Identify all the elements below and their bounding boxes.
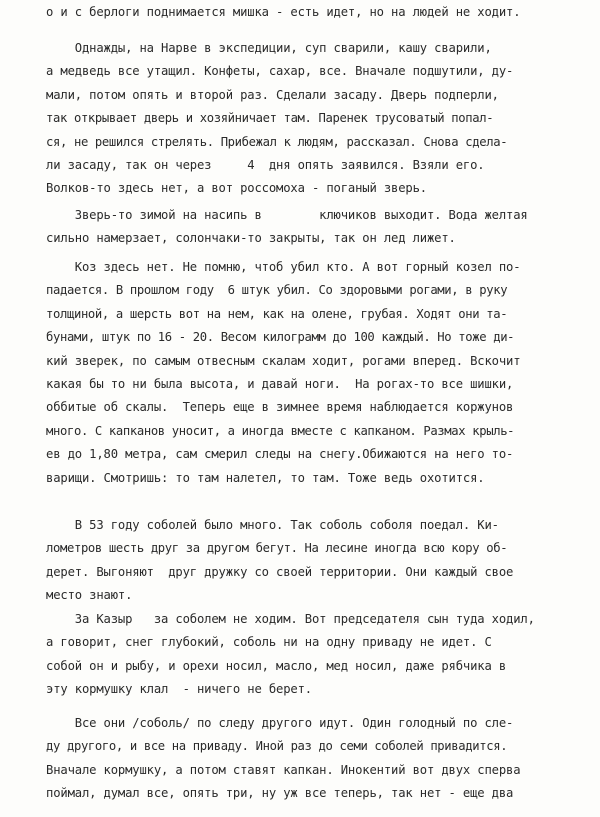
text-line: эту кормушку клал - ничего не берет. <box>46 682 312 697</box>
text-line: ев до 1,80 метра, сам смерил следы на снегу.Обижаются на него то- <box>46 447 514 462</box>
text-line: много. С капканов уносит, а иногда вместе с капканом. Размах крыль- <box>46 423 515 438</box>
text-line: какая бы то ни была высота, и давай ноги. На рогах-то все шишки, <box>46 377 514 392</box>
text-line: Зверь-то зимой на насипь в ключиков выходит. Вода желтая <box>46 208 528 222</box>
text-line: поймал, думал все, опять три, ну уж все теперь, так нет - еще два <box>46 786 514 801</box>
text-line: так открывает дверь и хозяйничает там. Паренек трусоватый попал- <box>46 111 494 126</box>
paragraph-5 <box>46 514 566 608</box>
text-line: толщиной, а шерсть вот на нем, как на олене, грубая. Ходят они та- <box>46 306 508 321</box>
text-line: оббитые об скалы. Теперь еще в зимнее время наблюдается коржунов <box>46 400 514 415</box>
text-line: ду другого, и все на приваду. Иной раз до семи соболей привадится. <box>46 739 508 754</box>
text-line: ся, не решился стрелять. Прибежал к людям, рассказал. Снова сдела- <box>46 134 508 149</box>
paragraph-1 <box>46 1 566 24</box>
text-line: собой он и рыбу, и орехи носил, масло, мед носил, даже рябчика в <box>46 658 506 673</box>
text-line: бунами, штук по 16 - 20. Весом килограмм до 100 каждый. Но тоже ди- <box>46 330 515 345</box>
paragraph-2 <box>46 37 566 201</box>
text-line: сильно намерзает, солончаки-то закрыты, так он лед лижет. <box>46 231 456 246</box>
text-line: падается. В прошлом году 6 штук убил. Со здоровыми рогами, в руку <box>46 283 508 298</box>
paragraph-3 <box>46 204 566 251</box>
text-line: За Казыр за соболем не ходим. Вот председателя сын туда ходил, <box>46 612 535 626</box>
text-line: В 53 году соболей было много. Так соболь соболя поедал. Ки- <box>46 518 499 532</box>
text-line: а медведь все утащил. Конфеты, сахар, все. Вначале подшутили, ду- <box>46 64 514 79</box>
paragraph-7 <box>46 712 566 806</box>
text-line: а говорит, снег глубокий, соболь ни на одну приваду не идет. С <box>46 635 492 650</box>
text-line: варищи. Смотришь: то там налетел, то там. Тоже ведь охотится. <box>46 470 485 485</box>
text-line: Волков-то здесь нет, а вот россомоха - поганый зверь. <box>46 181 427 196</box>
text-line: дерет. Выгоняют друг дружку со своей территории. Они каждый свое <box>46 564 514 579</box>
text-line: Однажды, на Нарве в экспедиции, суп сварили, кашу сварили, <box>46 41 492 55</box>
text-line: лометров шесть друг за другом бегут. На лесине иногда всю кору об- <box>46 541 508 556</box>
text-line: ли засаду, так он через 4 дня опять заявился. Взяли его. <box>46 158 485 173</box>
text-line: Коз здесь нет. Не помню, чтоб убил кто. А вот горный козел по- <box>46 260 521 274</box>
text-line: мали, потом опять и второй раз. Сделали засаду. Дверь подперли, <box>46 87 499 102</box>
text-line: Все они /соболь/ по следу другого идут. Один голодный по сле- <box>46 716 514 730</box>
text-line: о и с берлоги поднимается мишка - есть идет, но на людей не ходит. <box>46 5 521 19</box>
paragraph-6 <box>46 608 566 702</box>
text-line: кий зверек, по самым отвесным скалам ходит, рогами вперед. Вскочит <box>46 353 521 368</box>
text-line: место знают. <box>46 588 133 603</box>
paragraph-4 <box>46 256 566 490</box>
text-line: Вначале кормушку, а потом ставят капкан. Инокентий вот двух сперва <box>46 762 521 777</box>
